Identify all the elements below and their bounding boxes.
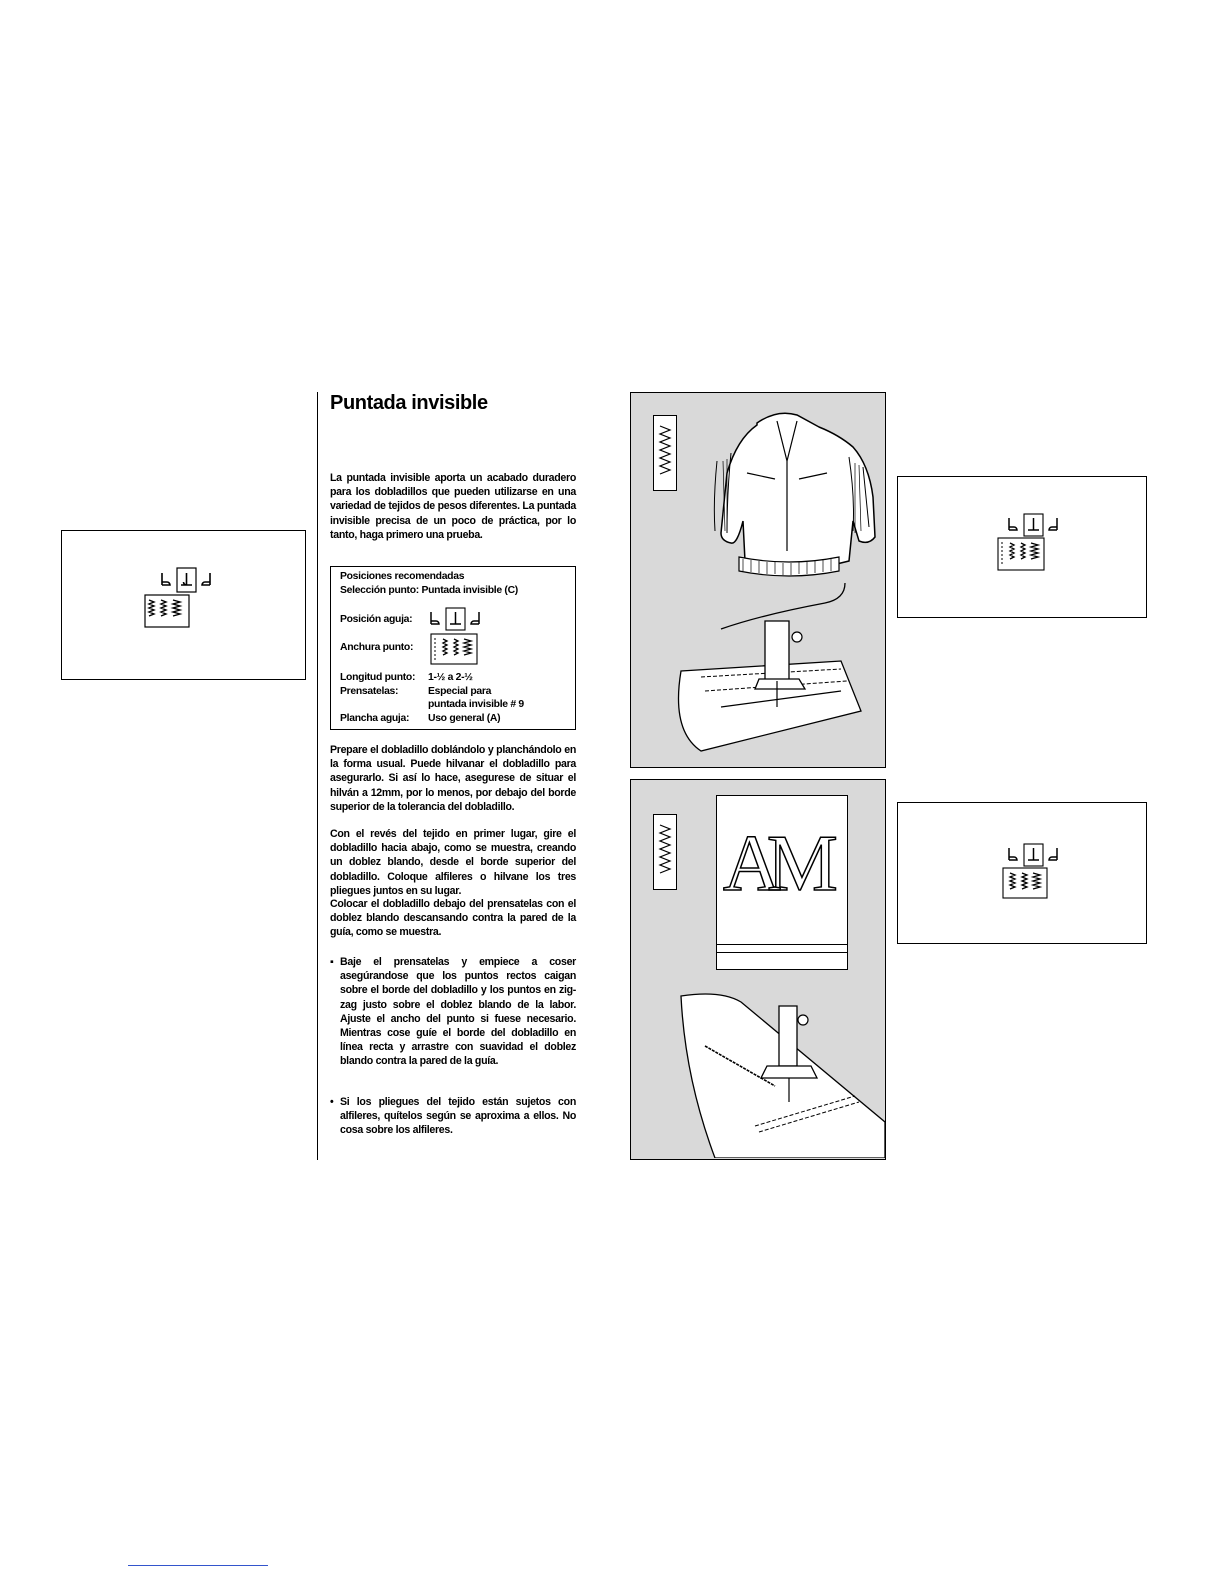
- needle-position-icon: [1005, 843, 1065, 867]
- right-settings-panel-1: [897, 476, 1147, 618]
- settings-heading: Posiciones recomendadas: [340, 571, 465, 582]
- body-paragraph-1: Prepare el dobladillo doblándolo y planchándolo en la forma usual. Puede hilvanar el dobladillo para asegurarlo. Si así lo hace, asegurese de situar el hilván a 12mm, por lo menos, por debajo del borde superior de la tolerancia del dobladillo.: [330, 744, 576, 813]
- column-divider: [317, 392, 318, 1160]
- blind-stitch-pattern-tag: [653, 814, 677, 890]
- needle-position-icon: [158, 567, 218, 593]
- body-paragraph-3: Colocar el dobladillo debajo del prensatelas con el doblez blando descansando contra la pared de la guía, como se muestra.: [330, 898, 576, 939]
- stitch-width-label: Anchura punto:: [340, 642, 414, 653]
- right-settings-panel-2: [897, 802, 1147, 944]
- recommended-settings-box: [330, 566, 576, 730]
- presser-foot-label: Prensatelas:: [340, 686, 399, 697]
- left-settings-panel: [61, 530, 306, 680]
- figure-monogram: [630, 779, 886, 1160]
- bullet-marker: •: [330, 1096, 334, 1108]
- bullet-item: [330, 955, 576, 1069]
- hem-line: [717, 944, 847, 945]
- blind-stitch-pattern-tag: [653, 415, 677, 491]
- monogram-letters: AM: [723, 820, 824, 908]
- stitch-width-icon: [997, 537, 1045, 571]
- body-paragraph-2: Con el revés del tejido en primer lugar, gire el dobladillo hacia abajo, como se muestra, creando un doblez blando, desde el borde superior del dobladillo. Coloque alfileres o hilvane los tres pliegues juntos en su lugar.: [330, 828, 576, 897]
- needle-position-icon: [1005, 513, 1065, 537]
- presser-foot-value-2: puntada invisible # 9: [428, 699, 524, 710]
- bullet-item: [330, 1095, 576, 1138]
- bullet-text: Si los pliegues del tejido están sujetos con alfileres, quítelos según se aproxima a ellos. No cosa sobre los alfileres.: [340, 1096, 576, 1137]
- needle-position-label: Posición aguja:: [340, 614, 413, 625]
- blind-stitch-icon: [654, 416, 676, 490]
- sewing-foot-illustration: [661, 581, 885, 761]
- needle-plate-label: Plancha aguja:: [340, 713, 410, 724]
- stitch-length-label: Longitud punto:: [340, 672, 416, 683]
- hem-line: [717, 952, 847, 953]
- stitch-width-icon: [430, 633, 478, 665]
- needle-plate-value: Uso general (A): [428, 713, 501, 724]
- figure-jacket-hem: [630, 392, 886, 768]
- blind-stitch-icon: [654, 815, 676, 889]
- jacket-illustration: [687, 401, 883, 581]
- stitch-length-value: 1-½ a 2-½: [428, 672, 473, 683]
- monogram-panel: [716, 795, 848, 970]
- page-title: Puntada invisible: [330, 392, 488, 414]
- bullet-marker: ▪: [330, 956, 334, 968]
- sewing-foot-illustration: [675, 986, 885, 1158]
- stitch-selection: Selección punto: Puntada invisible (C): [340, 585, 518, 596]
- stitch-width-icon: [144, 594, 190, 628]
- intro-paragraph: La puntada invisible aporta un acabado duradero para los dobladillos que pueden utilizarse en una variedad de tejidos de pesos diferentes. La puntada invisible precisa de un poco de práctica, por lo tanto, haga primero una prueba.: [330, 472, 576, 541]
- bullet-text: Baje el prensatelas y empiece a coser asegúrandose que los puntos rectos caigan sobre el borde del dobladillo y los puntos en zig-zag justo sobre el doblez blando de la labor. Ajuste el ancho del punto si fuese necesario. Mientras cose guíe el borde del dobladillo en línea recta y arrastre con suavidad el doblez blando contra la pared de la guía.: [340, 956, 576, 1068]
- footer-rule: [128, 1565, 268, 1566]
- stitch-width-icon: [1002, 867, 1048, 899]
- presser-foot-value: Especial para: [428, 686, 492, 697]
- needle-position-icon: [427, 607, 487, 631]
